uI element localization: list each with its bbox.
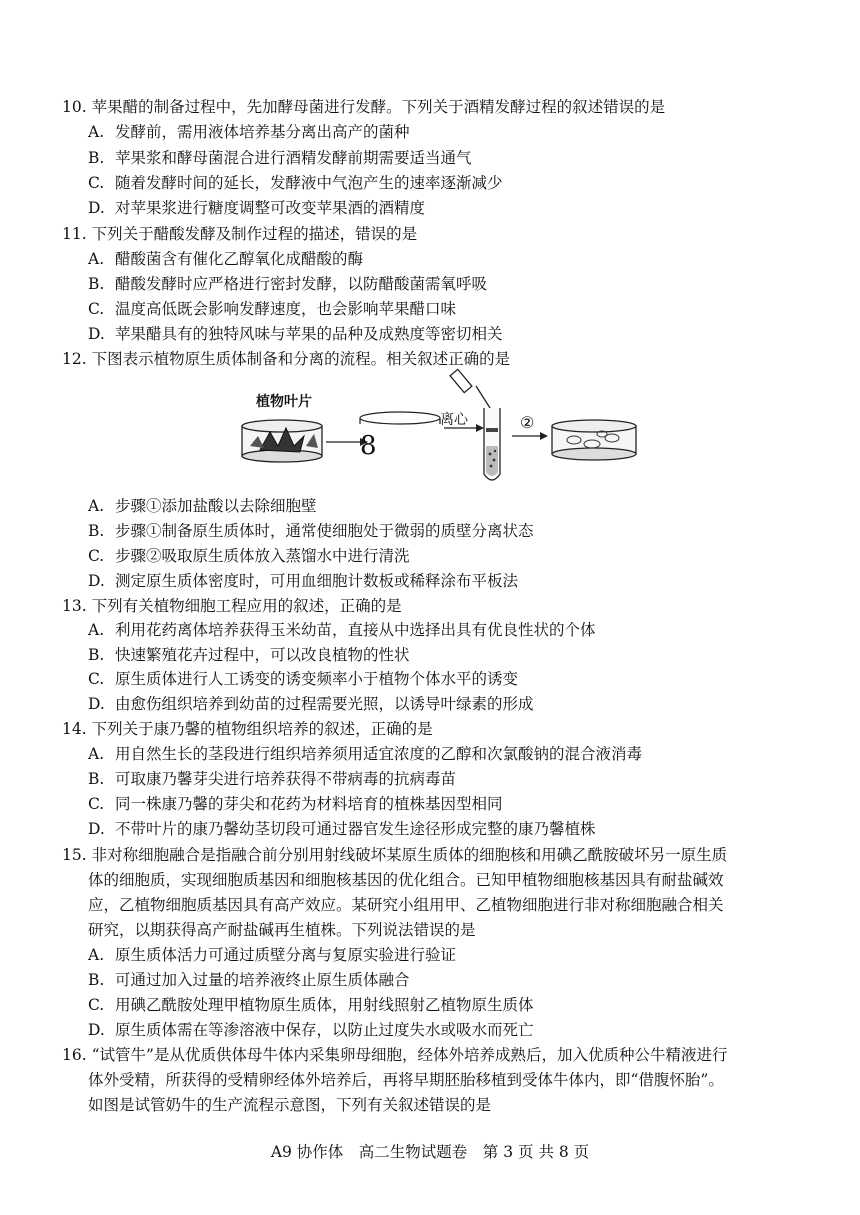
option-b (88, 769, 456, 789)
question-text: “试管牛”是从优质供体母牛体内采集卵母细胞，经体外培养成熟后，加入优质种公牛精液进行 (91, 1046, 728, 1064)
option-label: D. (88, 1021, 105, 1039)
option-text: 用自然生长的茎段进行组织培养须用适宜浓度的乙醇和次氯酸钠的混合液消毒 (114, 745, 642, 763)
option-d (88, 1020, 533, 1040)
option-text: 快速繁殖花卉过程中，可以改良植物的性状 (114, 646, 410, 664)
option-a (88, 744, 642, 764)
option-text: 原生质体进行人工诱变的诱变频率小于植物个体水平的诱变 (114, 670, 518, 688)
option-label: C. (88, 670, 105, 688)
option-text: 可通过加入过量的培养液终止原生质体融合 (114, 971, 410, 989)
question-15-stem (62, 845, 727, 865)
question-15-stem-line: 研究，以期获得高产耐盐碱再生植株。下列说法错误的是 (88, 921, 476, 939)
option-label: D. (88, 199, 105, 217)
option-a (88, 620, 595, 640)
option-text: 可取康乃馨芽尖进行培养获得不带病毒的抗病毒苗 (114, 770, 456, 788)
question-number: 16. (62, 1046, 87, 1064)
petri-dish-protoplasts (552, 420, 636, 460)
question-number: 14. (62, 720, 87, 738)
option-text: 温度高低既会影响发酵速度，也会影响苹果醋口味 (114, 300, 456, 318)
option-label: A. (88, 250, 105, 268)
question-16-stem (62, 1045, 727, 1065)
option-label: B. (88, 149, 105, 167)
question-text: 下列关于康乃馨的植物组织培养的叙述，正确的是 (91, 720, 433, 738)
option-a (88, 496, 316, 516)
question-15-stem-line: 体的细胞质，实现细胞质基因和细胞核基因的优化组合。已知甲植物细胞核基因具有耐盐碱效 (88, 871, 724, 889)
option-d (88, 571, 518, 591)
option-text: 发酵前，需用液体培养基分离出高产的菌种 (114, 123, 410, 141)
option-label: A. (88, 745, 105, 763)
option-text: 醋酸菌含有催化乙醇氧化成醋酸的酶 (114, 250, 363, 268)
option-text: 测定原生质体密度时，可用血细胞计数板或稀释涂布平板法 (114, 572, 518, 590)
option-text: 由愈伤组织培养到幼苗的过程需要光照，以诱导叶绿素的形成 (114, 695, 534, 713)
question-16-stem-line: 体外受精，所获得的受精卵经体外培养后，再将早期胚胎移植到受体牛体内，即“借腹怀胎”。 (88, 1071, 724, 1089)
option-b (88, 521, 533, 541)
option-c (88, 995, 533, 1015)
option-label: D. (88, 695, 105, 713)
option-label: B. (88, 770, 105, 788)
option-b (88, 148, 471, 168)
option-label: C. (88, 547, 105, 565)
option-text: 原生质体活力可通过质壁分离与复原实验进行验证 (114, 946, 456, 964)
question-14-stem (62, 719, 433, 739)
option-label: B. (88, 646, 105, 664)
arrow-head (476, 424, 484, 432)
option-label: C. (88, 996, 105, 1014)
option-a (88, 945, 456, 965)
option-text: 利用花药离体培养获得玉米幼苗，直接从中选择出具有优良性状的个体 (114, 621, 596, 639)
option-text: 步骤①添加盐酸以去除细胞壁 (114, 497, 317, 515)
centrifuge-label: 离心 (440, 412, 468, 428)
option-a (88, 122, 409, 142)
leaf-label: 植物叶片 (256, 394, 312, 410)
option-text: 不带叶片的康乃馨幼茎切段可通过器官发生途径形成完整的康乃馨植株 (114, 820, 596, 838)
option-label: B. (88, 275, 105, 293)
question-text: 下图表示植物原生质体制备和分离的流程。相关叙述正确的是 (91, 350, 511, 368)
pipette (450, 369, 490, 408)
option-label: C. (88, 795, 105, 813)
option-c (88, 299, 456, 319)
option-text: 苹果浆和酵母菌混合进行酒精发酵前期需要适当通气 (114, 149, 472, 167)
question-text: 下列关于醋酸发酵及制作过程的描述，错误的是 (91, 225, 418, 243)
protoplast-flow-figure (230, 366, 650, 488)
petri-dish-with-leaves (242, 420, 322, 462)
question-11-stem (62, 224, 417, 244)
option-label: B. (88, 971, 105, 989)
option-c (88, 173, 502, 193)
question-16-stem-line: 如图是试管奶牛的生产流程示意图，下列有关叙述错误的是 (88, 1096, 492, 1114)
option-text: 步骤①制备原生质体时，通常使细胞处于微弱的质壁分离状态 (114, 522, 534, 540)
step1-arrow (326, 412, 440, 446)
question-text: 非对称细胞融合是指融合前分别用射线破坏某原生质体的细胞核和用碘乙酰胺破坏另一原生质 (91, 846, 728, 864)
step2-label: ② (520, 413, 535, 432)
question-text: 苹果醋的制备过程中，先加酵母菌进行发酵。下列关于酒精发酵过程的叙述错误的是 (91, 98, 666, 116)
question-15-stem-line: 应，乙植物细胞质基因具有高产效应。某研究小组用甲、乙植物细胞进行非对称细胞融合相关 (88, 896, 724, 914)
option-label: C. (88, 174, 105, 192)
question-number: 13. (62, 597, 87, 615)
question-number: 15. (62, 846, 87, 864)
option-c (88, 794, 502, 814)
option-c (88, 669, 518, 689)
question-13-stem (62, 596, 402, 616)
option-text: 苹果醋具有的独特风味与苹果的品种及成熟度等密切相关 (114, 325, 503, 343)
test-tube (484, 408, 500, 480)
option-text: 用碘乙酰胺处理甲植物原生质体，用射线照射乙植物原生质体 (114, 996, 534, 1014)
option-b (88, 970, 409, 990)
arrow-head (540, 432, 548, 440)
petri-dish-enzyme (360, 418, 440, 424)
step1-label: 8 (360, 431, 377, 461)
option-a (88, 249, 363, 269)
option-d (88, 324, 502, 344)
option-text: 随着发酵时间的延长，发酵液中气泡产生的速率逐渐减少 (114, 174, 503, 192)
option-label: D. (88, 820, 105, 838)
option-text: 醋酸发酵时应严格进行密封发酵，以防醋酸菌需氧呼吸 (114, 275, 487, 293)
option-label: D. (88, 325, 105, 343)
question-number: 11. (62, 225, 87, 243)
option-d (88, 819, 595, 839)
option-label: A. (88, 621, 105, 639)
option-b (88, 645, 409, 665)
question-number: 12. (62, 350, 87, 368)
option-d (88, 198, 425, 218)
option-label: A. (88, 123, 105, 141)
option-label: D. (88, 572, 105, 590)
option-text: 原生质体需在等渗溶液中保存，以防止过度失水或吸水而死亡 (114, 1021, 534, 1039)
page-footer: A9 协作体 高二生物试题卷 第 3 页 共 8 页 (270, 1143, 590, 1161)
option-text: 对苹果浆进行糖度调整可改变苹果酒的酒精度 (114, 199, 425, 217)
option-d (88, 694, 533, 714)
option-text: 同一株康乃馨的芽尖和花药为材料培育的植株基因型相同 (114, 795, 503, 813)
question-number: 10. (62, 98, 87, 116)
option-label: A. (88, 946, 105, 964)
option-text: 步骤②吸取原生质体放入蒸馏水中进行清洗 (114, 547, 410, 565)
option-label: B. (88, 522, 105, 540)
option-c (88, 546, 409, 566)
question-10-stem (62, 97, 665, 117)
option-b (88, 274, 487, 294)
option-label: A. (88, 497, 105, 515)
option-label: C. (88, 300, 105, 318)
question-text: 下列有关植物细胞工程应用的叙述，正确的是 (91, 597, 402, 615)
